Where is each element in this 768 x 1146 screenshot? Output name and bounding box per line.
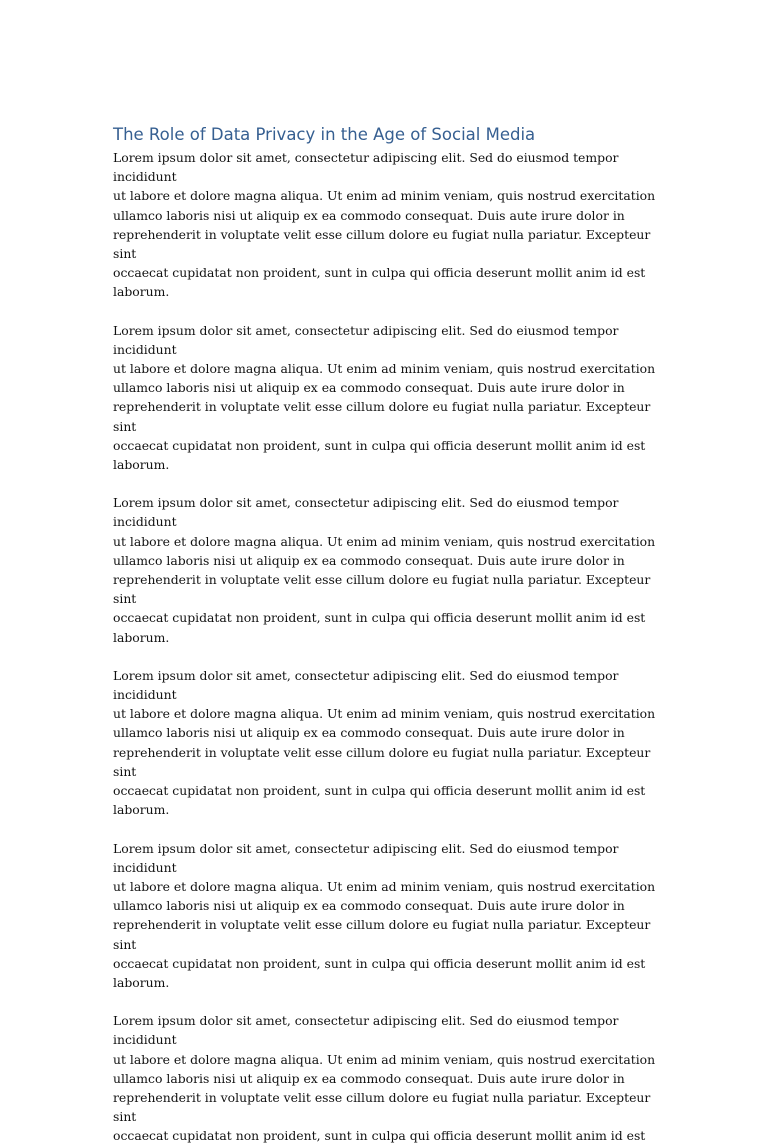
document-body <box>113 124 658 1146</box>
body-paragraph-3: Lorem ipsum dolor sit amet, consectetur adipiscing elit. Sed do eiusmod tempor incididunt ut labore et dolore magna aliqua. Ut enim ad minim veniam, quis nostrud exercitation ullamco laboris nisi ut aliquip ex ea commodo consequat. Duis aute irure dolor in reprehenderit in voluptate velit esse cillum dolore eu fugiat nulla pariatur. Excepteur sint occaecat cupidatat non proident, sunt in culpa qui officia deserunt mollit anim id est laborum. <box>113 495 656 645</box>
body-paragraph-6: Lorem ipsum dolor sit amet, consectetur adipiscing elit. Sed do eiusmod tempor incididunt ut labore et dolore magna aliqua. Ut enim ad minim veniam, quis nostrud exercitation ullamco laboris nisi ut aliquip ex ea commodo consequat. Duis aute irure dolor in reprehenderit in voluptate velit esse cillum dolore eu fugiat nulla pariatur. Excepteur sint occaecat cupidatat non proident, sunt in culpa qui officia deserunt mollit anim id est <box>113 1013 656 1144</box>
body-paragraph-4: Lorem ipsum dolor sit amet, consectetur adipiscing elit. Sed do eiusmod tempor incididunt ut labore et dolore magna aliqua. Ut enim ad minim veniam, quis nostrud exercitation ullamco laboris nisi ut aliquip ex ea commodo consequat. Duis aute irure dolor in reprehenderit in voluptate velit esse cillum dolore eu fugiat nulla pariatur. Excepteur sint occaecat cupidatat non proident, sunt in culpa qui officia deserunt mollit anim id est laborum. <box>113 667 656 818</box>
body-paragraph-1: Lorem ipsum dolor sit amet, consectetur adipiscing elit. Sed do eiusmod tempor incididunt ut labore et dolore magna aliqua. Ut enim ad minim veniam, quis nostrud exercitation ullamco laboris nisi ut aliquip ex ea commodo consequat. Duis aute irure dolor in reprehenderit in voluptate velit esse cillum dolore eu fugiat nulla pariatur. Excepteur sint occaecat cupidatat non proident, sunt in culpa qui officia deserunt mollit anim id est laborum. <box>113 150 656 300</box>
document-title: The Role of Data Privacy in the Age of Social Media <box>113 125 536 144</box>
body-paragraph-2: Lorem ipsum dolor sit amet, consectetur adipiscing elit. Sed do eiusmod tempor incididunt ut labore et dolore magna aliqua. Ut enim ad minim veniam, quis nostrud exercitation ullamco laboris nisi ut aliquip ex ea commodo consequat. Duis aute irure dolor in reprehenderit in voluptate velit esse cillum dolore eu fugiat nulla pariatur. Excepteur sint occaecat cupidatat non proident, sunt in culpa qui officia deserunt mollit anim id est laborum. <box>113 322 656 473</box>
body-paragraph-5: Lorem ipsum dolor sit amet, consectetur adipiscing elit. Sed do eiusmod tempor incididunt ut labore et dolore magna aliqua. Ut enim ad minim veniam, quis nostrud exercitation ullamco laboris nisi ut aliquip ex ea commodo consequat. Duis aute irure dolor in reprehenderit in voluptate velit esse cillum dolore eu fugiat nulla pariatur. Excepteur sint occaecat cupidatat non proident, sunt in culpa qui officia deserunt mollit anim id est laborum. <box>113 840 656 990</box>
